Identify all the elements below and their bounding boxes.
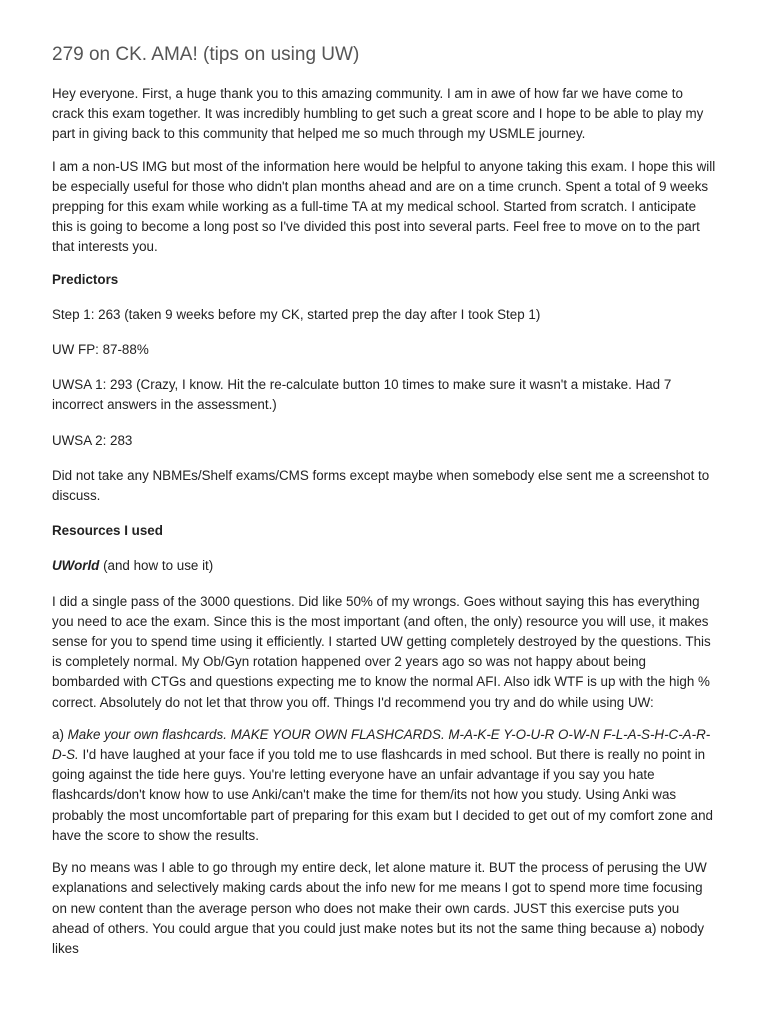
background-paragraph: I am a non-US IMG but most of the information here would be helpful to anyone taking this exam. I hope this will be especially useful for those who didn't plan months ahead and are on a time crunch. Spent a total of 9 weeks prepping for this exam while working as a full-time TA at my medical school. Started from scratch. I anticipate this is going to become a long post so I've divided this post into several parts. Feel free to move on to the part that interests you.: [52, 158, 716, 255]
post-title: 279 on CK. AMA! (tips on using UW): [52, 44, 360, 65]
uwsa1-score: UWSA 1: 293 (Crazy, I know. Hit the re-calculate button 10 times to make sure it wasn't a mistake. Had 7 incorrect answers in the assessment.): [52, 377, 672, 413]
resources-heading: Resources I used: [52, 523, 163, 539]
deck-paragraph: By no means was I able to go through my entire deck, let alone mature it. BUT the process of perusing the UW explanations and selectively making cards about the info new for me means I got to spend more time focusing on new content than the average person who does not make their own cards. JUST this exercise puts you ahead of others. You could argue that you could just make notes but its not the same thing because a) nobody likes: [52, 860, 707, 956]
uworld-suffix: (and how to use it): [99, 558, 214, 574]
uworld-subheading: [52, 556, 716, 576]
tip-a-prefix: a): [52, 726, 68, 742]
tip-a-body: I'd have laughed at your face if you told me to use flashcards in med school. But there is really no point in going against the tide here guys. You're letting everyone have an unfair advantage if you say you hate flashcards/don't know how to use Anki/can't make the time for them/its not how you study. Using Anki was probably the most uncomfortable part of preparing for this exam but I decided to get out of my comfort zone and have the score to show the results.: [52, 747, 713, 843]
uwfp-score: UW FP: 87-88%: [52, 342, 149, 358]
intro-paragraph: Hey everyone. First, a huge thank you to this amazing community. I am in awe of how far we have come to crack this exam together. It was incredibly humbling to get such a great score and I hope to be able to play my part in giving back to this community that helped me so much through my USMLE journey.: [52, 86, 704, 142]
predictors-heading: Predictors: [52, 271, 119, 287]
tip-a-emphasis: Make your own flashcards. MAKE YOUR OWN FLASHCARDS. M-A-K-E Y-O-U-R O-W-N F-L-A-S-H-C-A-R-D-S.: [52, 726, 711, 763]
tip-a-paragraph: [52, 725, 716, 846]
nbme-note: Did not take any NBMEs/Shelf exams/CMS forms except maybe when somebody else sent me a screenshot to discuss.: [52, 467, 710, 504]
uwsa2-score: UWSA 2: 283: [52, 432, 133, 448]
step1-score: Step 1: 263 (taken 9 weeks before my CK, started prep the day after I took Step 1): [52, 306, 541, 322]
uworld-title: UWorld: [52, 558, 100, 574]
uworld-body: I did a single pass of the 3000 questions. Did like 50% of my wrongs. Goes without saying this has everything you need to ace the exam. Since this is the most important (and often, the only) resource you will use, it makes sense for you to spend time using it efficiently. I started UW getting completely destroyed by the questions. This is completely normal. My Ob/Gyn rotation happened over 2 years ago so was not happy about being bombarded with CTGs and questions expecting me to know the normal AFI. Also idk WTF is up with the high % correct. Absolutely do not let that throw you off. Things I'd recommend you try and do while using UW:: [52, 593, 711, 710]
